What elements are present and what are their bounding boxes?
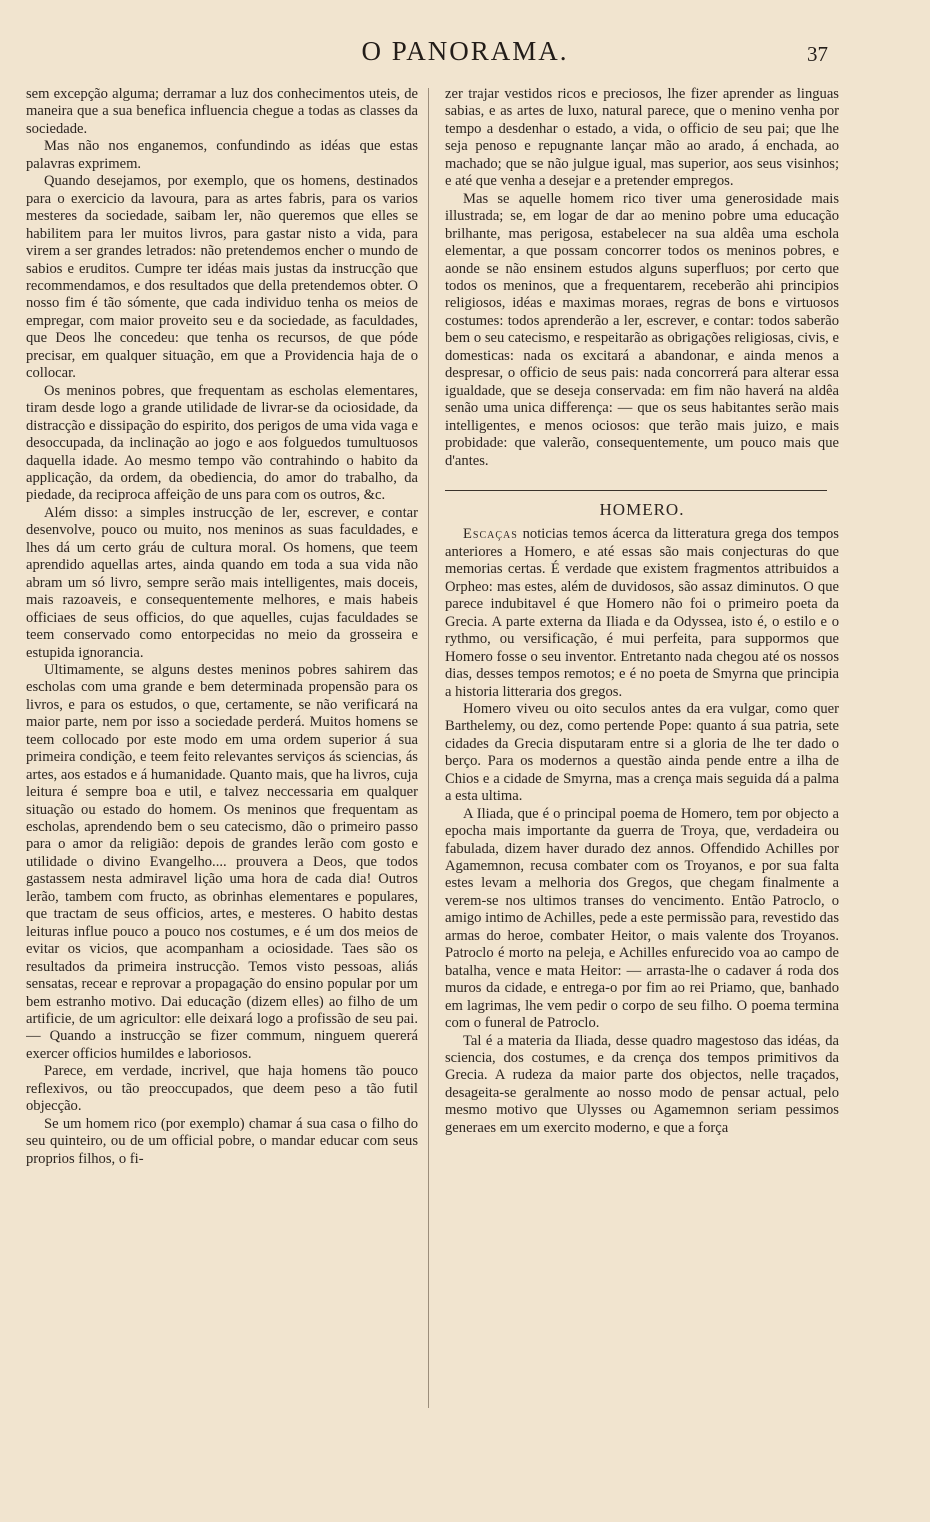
paragraph: Tal é a materia da Iliada, desse quadro magestoso das idéas, da sciencia, dos costumes, e da crença dos tempos primitivos da Grecia. A rudeza da maior parte dos objectos, nelle traçados, desageita-se geralmente ao nosso modo de pensar actual, pelo mesmo motivo que Ulysses ou Agamemnon seriam pessimos generaes em um exercito moderno, e que a força [445,1032,839,1136]
paragraph: Quando desejamos, por exemplo, que os homens, destinados para o exercicio da lavoura, para as artes fabris, para os varios mesteres da sociedade, saibam ler, não queremos que elles se habilitem para ler muitos livros, para gastar nisto a vida, para virem a ser grandes letrados: não pretendemos encher o mundo de sabios e eruditos. Cumpre ter idéas mais justas da instrucção que recommendamos, e dos resultados que della pretendemos obter. O nosso fim é tão sómente, que cada individuo tenha os meios de empregar, com maior proveito seu e da sociedade, as faculdades, que Deos lhe concedeu: que tenha os recursos, de que póde precisar, em qualquer situação, em que a Providencia haja de o collocar. [26,173,418,382]
paragraph: Mas não nos enganemos, confundindo as idéas que estas palavras exprimem. [26,138,418,172]
lead-word: Escaças [463,526,518,543]
paragraph: Os meninos pobres, que frequentam as escholas elementares, tiram desde logo a grande utilidade de livrar-se da ociosidade, da distracção e dissipação do espirito, dos perigos de uma vida vaga e desoccupada, da inclinação ao jogo e aos folguedos tumultuosos daquella idade. Ao mesmo tempo vão contrahindo o habito da applicação, da ordem, da obediencia, do amor do trabalho, da piedade, da reciproca affeição de uns para com os outros, &c. [26,382,418,504]
column-divider [428,88,429,1408]
lead-paragraph [445,526,839,701]
paragraph: zer trajar vestidos ricos e preciosos, lhe fizer aprender as linguas sabias, e as artes de luxo, natural parece, que o menino venha por tempo a desdenhar o estado, a vida, o officio de seu pai; que lhe seja penoso e repugnante lançar mão ao arado, á enchada, ao machado; que se não julgue igual, mas superior, aos seus visinhos; e até que venha a desejar e a pretender empregos. [445,86,839,190]
paragraph: Homero viveu ou oito seculos antes da era vulgar, como quer Barthelemy, ou dez, como pertende Pope: quanto á sua patria, sete cidades da Grecia disputaram entre si a gloria de lhe ter dado o berço. Para os modernos a questão ainda pende entre a ilha de Chios e a cidade de Smyrna, mas a crença mais seguida dá a palma a esta ultima. [445,700,839,805]
paragraph: Mas se aquelle homem rico tiver uma generosidade mais illustrada; se, em logar de dar ao menino pobre uma educação brilhante, mas perigosa, estabelecer na sua aldêa uma eschola elementar, a que possam concorrer todos os meninos pobres, e aonde se não ensinem estudos alguns superfluos; por certo que todos os meninos, que a frequentarem, receberão ahi principios religiosos, idéas e maximas moraes, regras de bons e virtuosos costumes: todos aprenderão a ler, escrever, e contar: todos saberão bem o seu catecismo, e respeitarão as obrigações religiosas, civis, e domesticas: nada os excitará a abandonar, e ainda menos a despresar, o officio de seus pais: nada concorrerá para alterar essa igualdade, que se deseja conservada: em fim não haverá na aldêa senão uma unica differença: — que os seus habitantes serão mais intelligentes, e menos ociosos: que terão mais juizo, e mais probidade: que valerão, consequentemente, um pouco mais que d'antes. [445,190,839,469]
page-header [0,36,930,76]
right-column [445,86,839,1406]
paragraph: Ultimamente, se alguns destes meninos pobres sahirem das escholas com uma grande e bem determinada propensão para os livros, e para os estudos, o que, certamente, se não verificará na maior parte, nem por isso a sociedade perderá. Muitos homens se teem collocado por este modo em uma ordem superior á sua primeira condição, e teem feito relevantes serviços ás sciencias, ás artes, aos estados e á humanidade. Quanto mais, que ha livros, cuja leitura é sempre boa e util, e talvez neccessaria em qualquer situação ou estado do homem. Os meninos que frequentam as escholas, aprendendo bem o seu catecismo, dão o primeiro passo para o amor da religião: depois de grandes lerão com gosto e utilidade o divino Evangelho.... prouvera a Deos, que todos gastassem nesta admiravel lição uma hora de cada dia! Outros lerão, tambem com fructo, as obrinhas elementares e populares, que tractam de seus officios, artes, e mesteres. O habito destas leituras influe pouco a pouco nos costumes, e é um dos meios de evitar os vicios, que acompanham a ociosidade. Taes são os resultados da primeira instrucção. Temos visto pessoas, aliás sensatas, recear e reprovar a propagação do ensino popular por um bem estranho motivo. Dai educação (dizem elles) ao filho de um artificie, de um agricultor: elle deixará logo a profissão de seu pai. — Quando a instrucção se fizer commum, ninguem quererá exercer officios humildes e laboriosos. [26,661,418,1062]
paragraph: sem excepção alguma; derramar a luz dos conhecimentos uteis, de maneira que a sua benefica influencia chegue a todas as classes da sociedade. [26,86,418,137]
section-title-homero: HOMERO. [599,499,685,519]
paragraph: A Iliada, que é o principal poema de Homero, tem por objecto a epocha mais importante da guerra de Troya, que, verdadeira ou fabulada, dizem haver durado dez annos. Offendido Achilles por Agamemnon, recusa combater com os Troyanos, e por sua falta estes levam a melhoria dos Gregos, que chegam finalmente a verem-se nos ultimos transes do vencimento. Então Patroclo, o amigo intimo de Achilles, pede a este permissão para, revestido das armas do heroe, combater Heitor, o mais valente dos Troyanos. Patroclo é morto na peleja, e Achilles enfurecido voa ao campo de batalha, vence e mata Heitor: — arrasta-lhe o cadaver á roda dos muros da cidade, e entrega-o por fim ao rei Priamo, que, banhado em lagrimas, lhe vem pedir o corpo de seu filho. O poema termina com o funeral de Patroclo. [445,805,839,1032]
lead-text: noticias temos ácerca da litteratura grega dos tempos anteriores a Homero, e até essas são mais conjecturas do que memorias certas. É verdade que existem fragmentos attribuidos a Orpheo: mas estes, além de duvidosos, são assaz diminutos. O que parece indubitavel é que Homero não foi o primeiro poeta da Grecia. A parte externa da Iliada e da Odyssea, isto é, o estilo e o rythmo, ou versificação, é mui perfeita, para suppormos que Homero fosse o seu inventor. Entretanto nada chegou até os nossos dias, desses tempos remotos; e é no poeta de Smyrna que principia a historia litteraria dos gregos. [445,526,839,700]
paragraph: Se um homem rico (por exemplo) chamar á sua casa o filho do seu quinteiro, ou de um official pobre, o mandar educar com seus proprios filhos, o fi- [26,1115,418,1167]
paragraph: Além disso: a simples instrucção de ler, escrever, e contar desenvolve, pouco ou muito, nos meninos as suas faculdades, e lhes dá um certo gráu de cultura moral. Os homens, que teem aprendido aquellas artes, ainda quando em toda a sua vida não abram um só livro, sempre serão mais intelligentes, mais doceis, mais razoaveis, e consequentemente melhores, e mais habeis officiaes de seus officios, do que aquelles, cujas faculdades se teem conservado como entorpecidas no meio da grosseira e estupida ignorancia. [26,504,418,661]
paragraph: Parece, em verdade, incrivel, que haja homens tão pouco reflexivos, ou tão preoccupados, que deem peso a tão futil objecção. [26,1063,418,1115]
section-rule [445,490,827,491]
page-number: 37 [807,42,828,66]
left-column [26,86,418,1406]
running-title: O PANORAMA. [361,36,569,66]
